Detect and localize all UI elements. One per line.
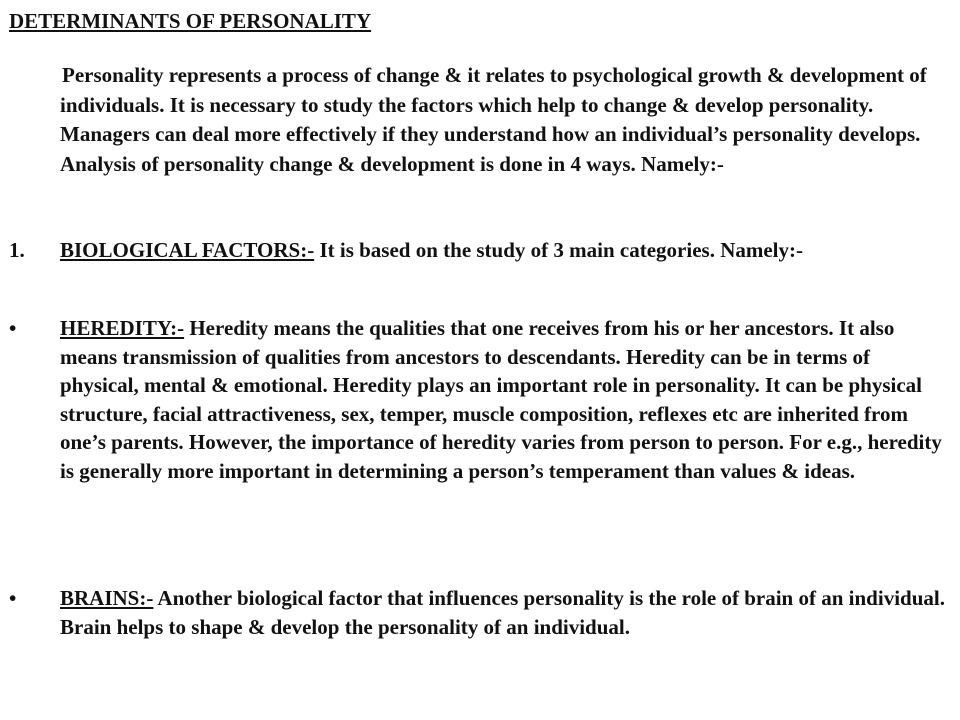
list-number: 1. [9,238,25,262]
list-item-heading: BIOLOGICAL FACTORS:- [60,238,315,262]
list-item-text: Another biological factor that influences personality is the role of brain of an individual. Brain helps to shape & develop the personality of an individual. [60,586,945,639]
bullet-icon: • [9,586,17,610]
list-item-text: It is based on the study of 3 main categories. Namely:- [314,238,803,262]
list-item-heading: BRAINS:- [60,586,154,610]
list-item-text: Heredity means the qualities that one receives from his or her ancestors. It also means transmission of qualities from ancestors to descendants. Heredity can be in terms of physical, mental & emotional. Heredity plays an important role in personality. It can be physical structure, facial attractiveness, sex, temper, muscle composition, reflexes etc are inherited from one’s parents. However, the importance of heredity varies from person to person. For e.g., heredity is generally more important in determining a person’s temperament than values & ideas. [60,316,942,483]
list-item-content [60,314,952,486]
intro-paragraph: Personality represents a process of change & it relates to psychological growth & development of individuals. It is necessary to study the factors which help to change & develop personality. Managers can deal more effectively if they understand how an individual’s personality develops. Analysis of personality change & development is done in 4 ways. Namely:- [60,63,927,176]
bullet-icon: • [9,316,17,340]
list-item-content [60,584,952,641]
list-item-heading: HEREDITY:- [60,316,185,340]
slide-title: DETERMINANTS OF PERSONALITY [9,9,372,33]
list-item-content [60,236,952,265]
